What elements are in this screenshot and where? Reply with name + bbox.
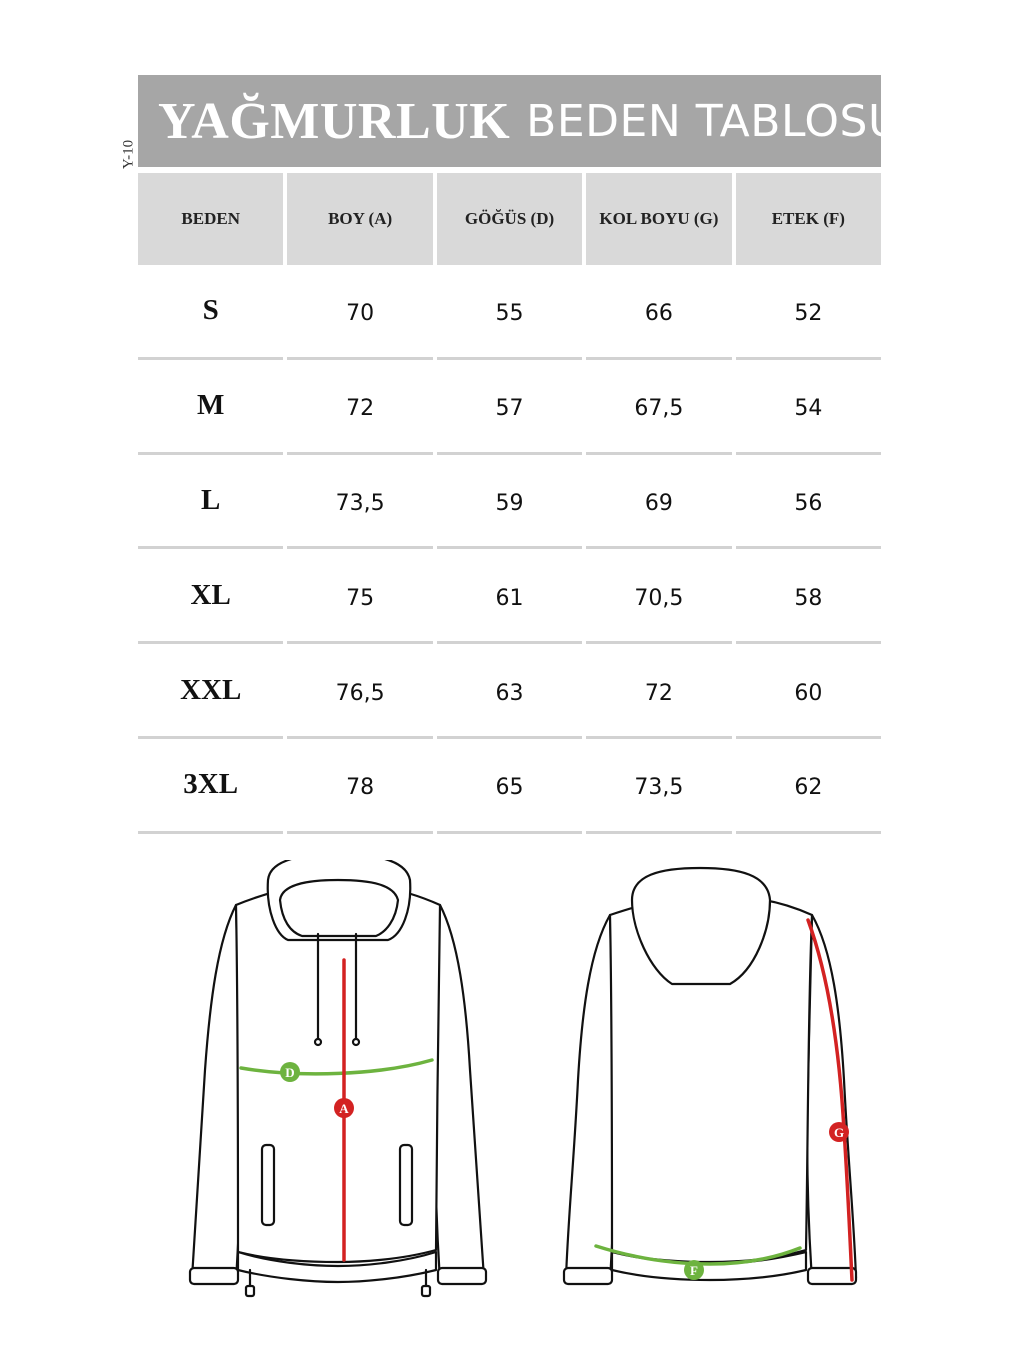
table-header: [138, 173, 881, 265]
size-cell: M: [138, 360, 283, 455]
table-row: [138, 739, 881, 834]
kol-boyu-cell: 73,5: [586, 739, 731, 834]
kol-boyu-cell: 69: [586, 455, 731, 550]
boy-cell: 75: [287, 549, 432, 644]
header-gogus: GÖĞÜS (D): [437, 173, 582, 265]
size-cell: S: [138, 265, 283, 360]
kol-boyu-cell: 70,5: [586, 549, 731, 644]
table-row: [138, 644, 881, 739]
marker-d: [280, 1062, 300, 1082]
kol-boyu-cell: 66: [586, 265, 731, 360]
etek-cell: 62: [736, 739, 881, 834]
boy-cell: 72: [287, 360, 432, 455]
table-row: [138, 360, 881, 455]
etek-cell: 52: [736, 265, 881, 360]
header-kol-boyu: KOL BOYU (G): [586, 173, 731, 265]
kol-boyu-cell: 72: [586, 644, 731, 739]
jacket-front-drawing: [190, 860, 486, 1296]
gogus-cell: 59: [437, 455, 582, 550]
title-bar: [138, 75, 901, 167]
jacket-illustration: [0, 860, 1020, 1300]
size-cell: L: [138, 455, 283, 550]
header-etek: ETEK (F): [736, 173, 881, 265]
gogus-cell: 57: [437, 360, 582, 455]
etek-cell: 58: [736, 549, 881, 644]
size-cell: 3XL: [138, 739, 283, 834]
size-table-body: [138, 265, 881, 834]
etek-cell: 54: [736, 360, 881, 455]
title-main: YAĞMURLUK: [158, 92, 511, 150]
gogus-cell: 55: [437, 265, 582, 360]
marker-f: [684, 1260, 704, 1280]
boy-cell: 78: [287, 739, 432, 834]
gogus-cell: 65: [437, 739, 582, 834]
table-row: [138, 455, 881, 550]
svg-text:A: A: [339, 1101, 349, 1116]
kol-boyu-cell: 67,5: [586, 360, 731, 455]
gogus-cell: 61: [437, 549, 582, 644]
boy-cell: 73,5: [287, 455, 432, 550]
svg-text:F: F: [690, 1263, 698, 1278]
size-cell: XXL: [138, 644, 283, 739]
svg-text:D: D: [285, 1065, 295, 1080]
etek-cell: 60: [736, 644, 881, 739]
header-beden: BEDEN: [138, 173, 283, 265]
boy-cell: 76,5: [287, 644, 432, 739]
boy-cell: 70: [287, 265, 432, 360]
size-cell: XL: [138, 549, 283, 644]
table-row: [138, 265, 881, 360]
etek-cell: 56: [736, 455, 881, 550]
marker-g: [829, 1122, 849, 1142]
svg-text:G: G: [833, 1125, 845, 1140]
table-row: [138, 549, 881, 644]
marker-a: [334, 1098, 354, 1118]
gogus-cell: 63: [437, 644, 582, 739]
header-boy: BOY (A): [287, 173, 432, 265]
product-code: Y-10: [120, 139, 137, 170]
title-sub: BEDEN TABLOSU: [526, 95, 901, 147]
